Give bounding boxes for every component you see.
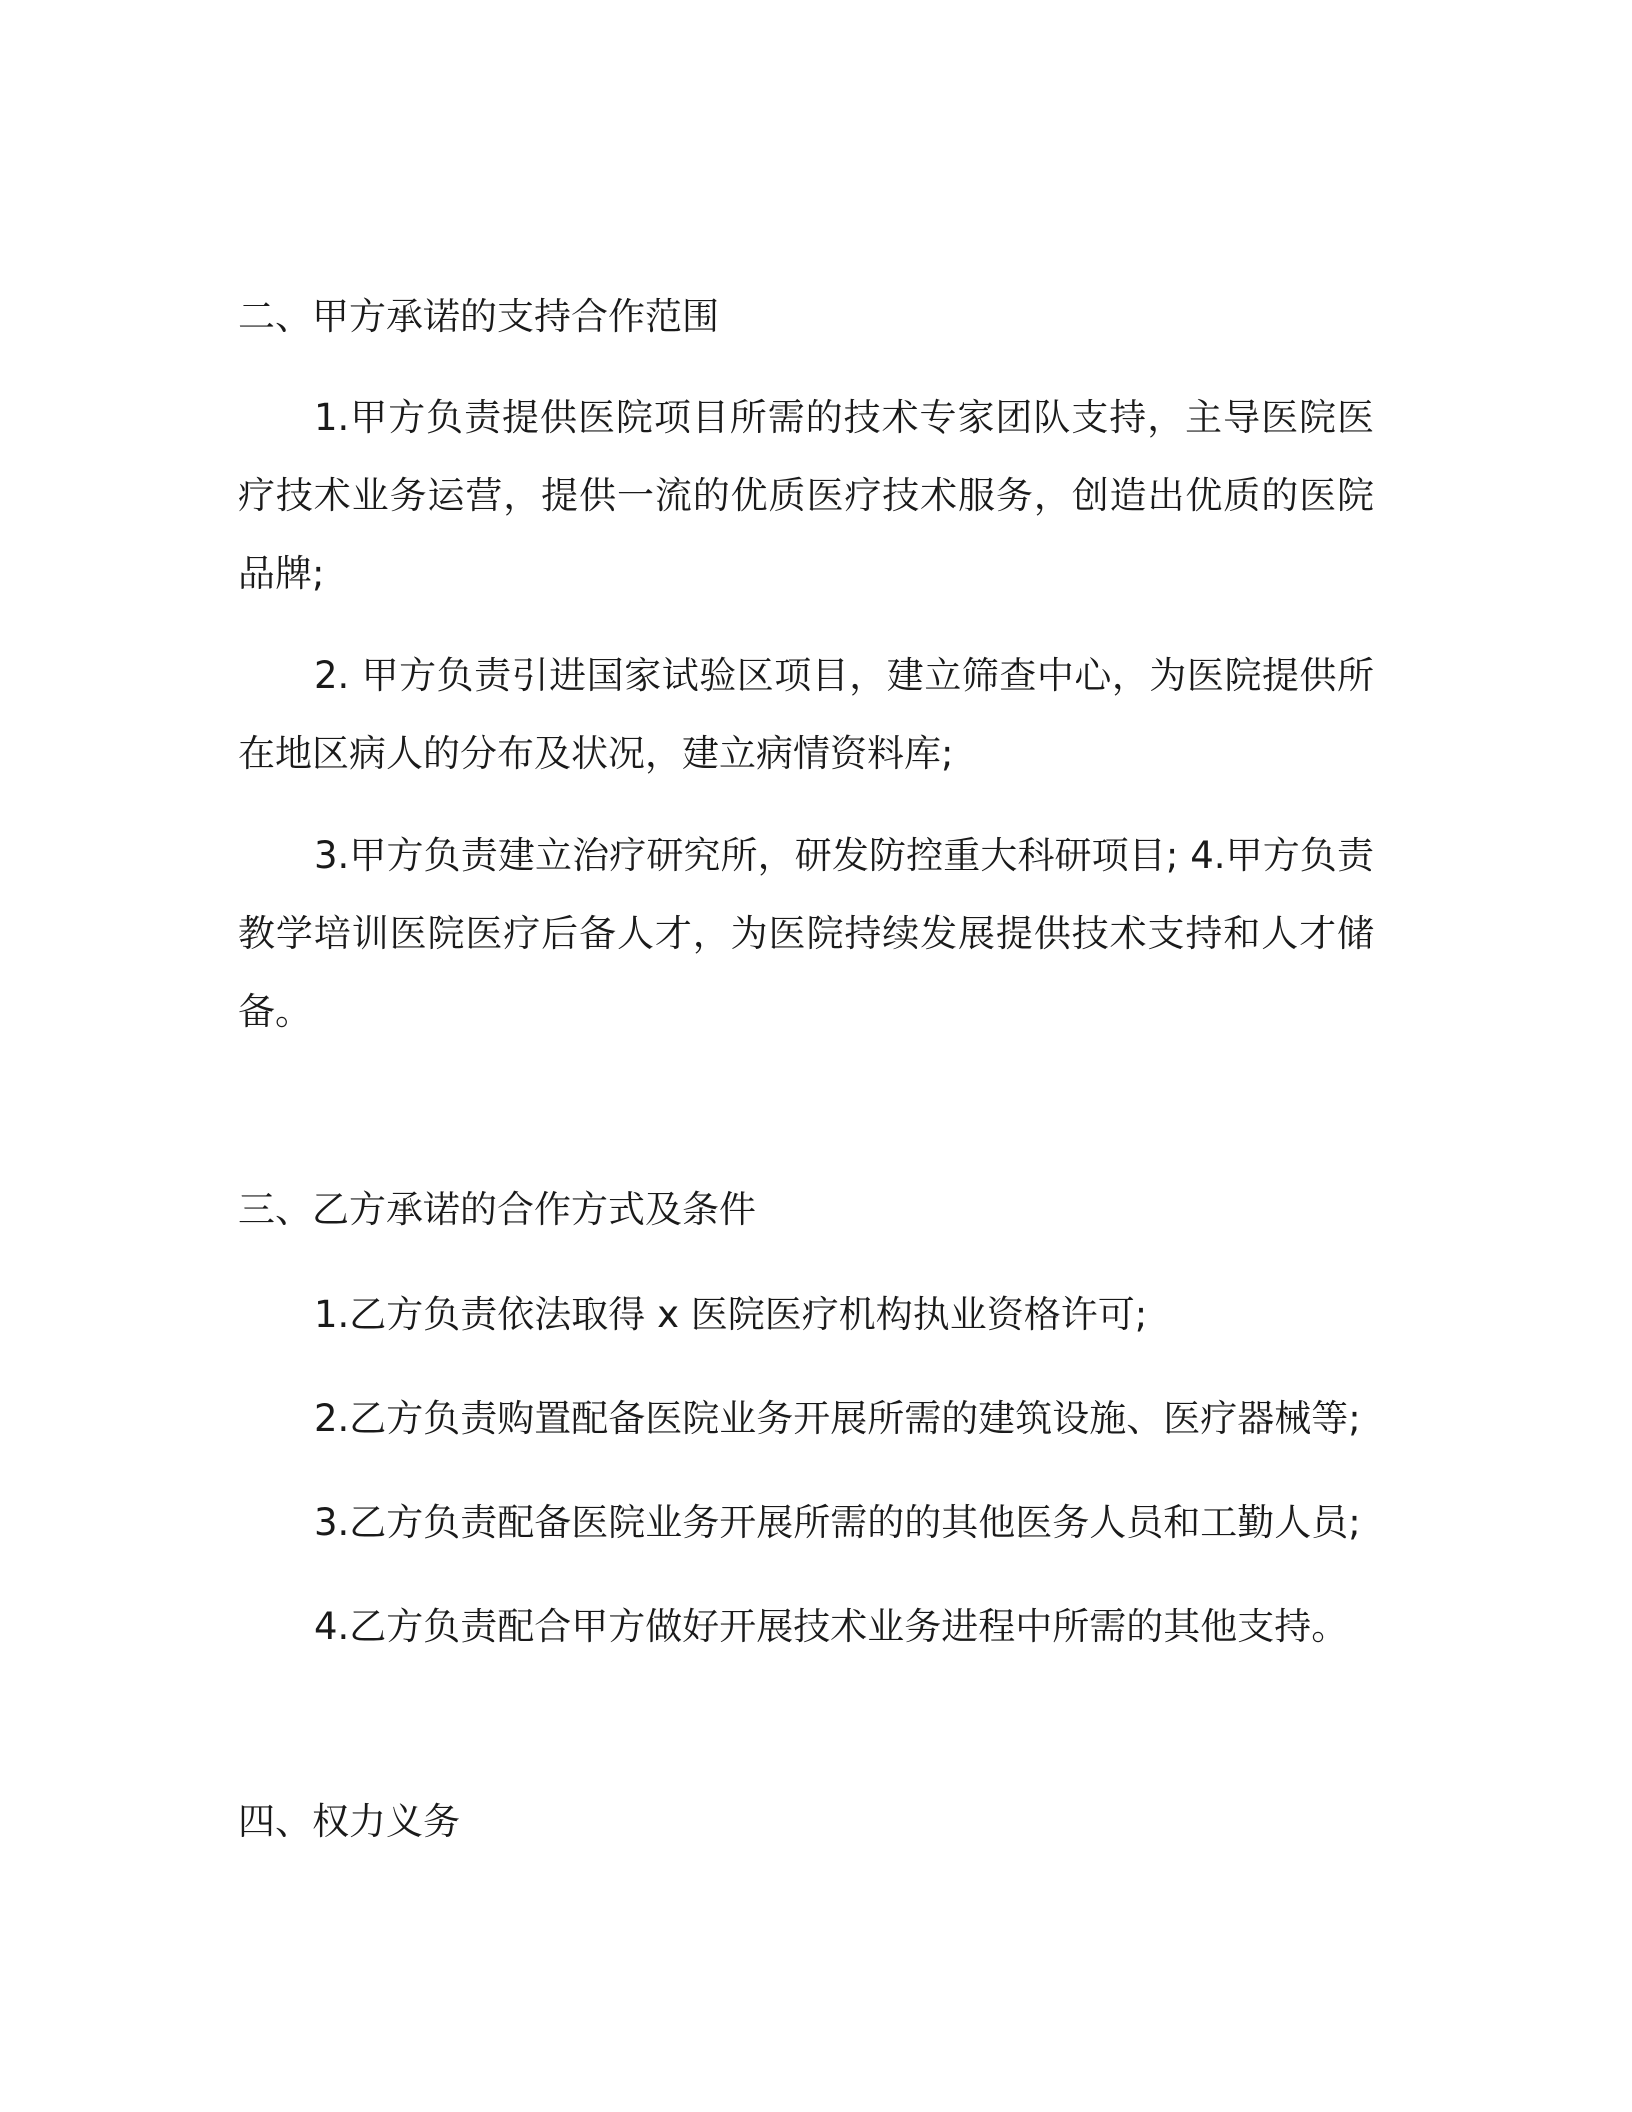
paragraph-3-2: 2.乙方负责购置配备医院业务开展所需的建筑设施、医疗器械等; [314, 1397, 1361, 1440]
paragraph-2-1: 1.甲方负责提供医院项目所需的技术专家团队支持，主导医院医疗技术业务运营，提供一流的优质医疗技术服务，创造出优质的医院品牌; [238, 396, 1374, 595]
section-heading-4: 四、权力义务 [238, 1800, 460, 1843]
section-heading-3: 三、乙方承诺的合作方式及条件 [238, 1188, 756, 1231]
paragraph-3-4: 4.乙方负责配合甲方做好开展技术业务进程中所需的其他支持。 [314, 1605, 1349, 1648]
paragraph-2-3: 3.甲方负责建立治疗研究所，研发防控重大科研项目; 4.甲方负责教学培训医院医疗后备人才，为医院持续发展提供技术支持和人才储备。 [238, 834, 1374, 1033]
paragraph-2-2: 2. 甲方负责引进国家试验区项目，建立筛查中心，为医院提供所在地区病人的分布及状况，建立病情资料库; [238, 654, 1374, 775]
paragraph-3-1: 1.乙方负责依法取得 x 医院医疗机构执业资格许可; [314, 1293, 1148, 1336]
section-heading-2: 二、甲方承诺的支持合作范围 [238, 295, 719, 338]
paragraph-3-3: 3.乙方负责配备医院业务开展所需的的其他医务人员和工勤人员; [314, 1501, 1361, 1544]
